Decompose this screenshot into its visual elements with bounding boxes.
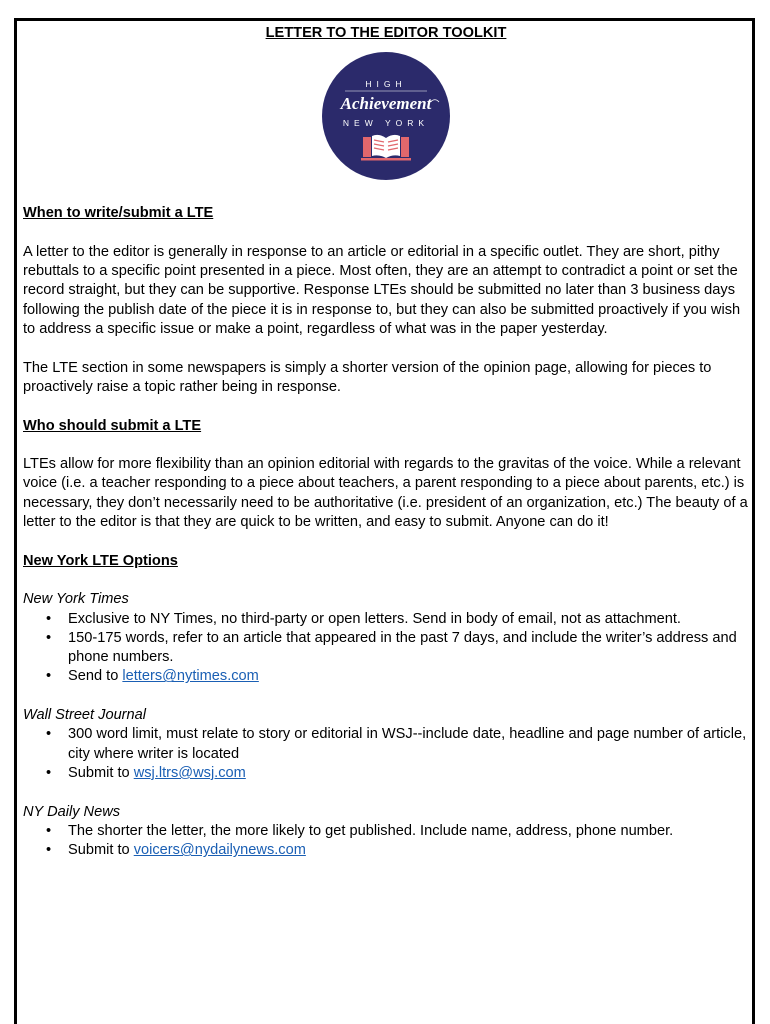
section-heading-when: When to write/submit a LTE	[23, 205, 214, 222]
section-heading-options: New York LTE Options	[23, 552, 178, 569]
list-item: • Submit to voicers@nydailynews.com	[68, 841, 749, 860]
nyt-list	[23, 610, 749, 687]
svg-text:HIGH: HIGH	[365, 79, 407, 90]
list-item: • Submit to wsj.ltrs@wsj.com	[68, 764, 749, 783]
list-item: • 300 word limit, must relate to story or editorial in WSJ--include date, headline and page number of article, city where writer is located	[68, 725, 749, 764]
outlet-nydn-name: NY Daily News	[23, 803, 121, 820]
wsj-list	[23, 725, 749, 783]
nyt-email-link[interactable]: letters@nytimes.com	[122, 668, 259, 685]
page-title: LETTER TO THE EDITOR TOOLKIT	[265, 25, 507, 41]
when-paragraph-2: The LTE section in some newspapers is simply a shorter version of the opinion page, allowing for pieces to proactively raise a topic rather being in response.	[23, 359, 712, 395]
list-item: • The shorter the letter, the more likely to get published. Include name, address, phone number.	[68, 822, 749, 841]
high-achievement-logo	[321, 51, 451, 181]
section-heading-who: Who should submit a LTE	[23, 417, 202, 434]
svg-text:NEW YORK: NEW YORK	[342, 118, 430, 129]
svg-text:Achievement: Achievement	[340, 94, 432, 114]
list-item: • Exclusive to NY Times, no third-party or open letters. Send in body of email, not as attachment.	[68, 610, 749, 629]
list-item: • 150-175 words, refer to an article that appeared in the past 7 days, and include the writer’s address and phone numbers.	[68, 629, 749, 668]
document-body	[23, 24, 749, 860]
outlet-nyt-name: New York Times	[23, 591, 129, 608]
book-icon	[361, 135, 411, 161]
outlet-wsj-name: Wall Street Journal	[23, 707, 147, 724]
who-paragraph-1: LTEs allow for more flexibility than an opinion editorial with regards to the gravitas of the voice. While a relevant voice (i.e. a teacher responding to a piece about teachers, a parent responding to a piece about parents, etc.) is necessary, they don’t necessarily need to be authoritative (i.e. president of an organization, etc.) The beauty of a letter to the editor is that they are quick to be written, and easy to submit. Anyone can do it!	[23, 456, 748, 531]
list-item: • Send to letters@nytimes.com	[68, 667, 749, 686]
nydn-email-link[interactable]: voicers@nydailynews.com	[133, 842, 306, 859]
nydn-list	[23, 822, 749, 861]
wsj-email-link[interactable]: wsj.ltrs@wsj.com	[133, 764, 246, 781]
when-paragraph-1: A letter to the editor is generally in response to an article or editorial in a specific outlet. They are short, pithy rebuttals to a specific point presented in a piece. Most often, they are an attempt to contradict a point or set the record straight, but they can be supportive. Response LTEs should be submitted no later than 3 business days following the publish date of the piece it is in response to, but they can also be submitted proactively if you wish to address a specific issue or make a point, regardless of what was in the paper yesterday.	[23, 243, 741, 338]
